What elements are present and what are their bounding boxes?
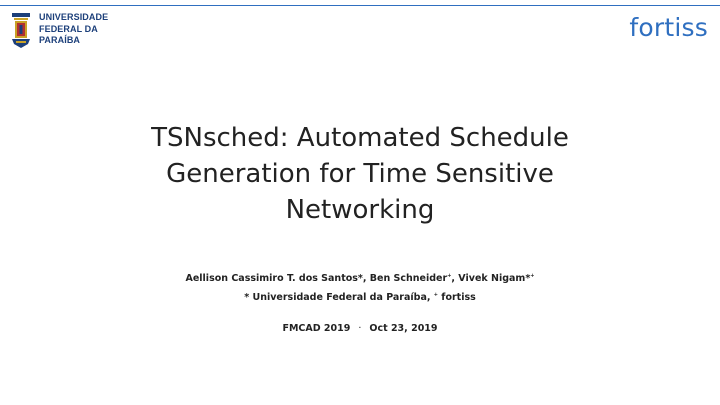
title-line-2: Generation for Time Sensitive <box>166 159 554 189</box>
affiliation-mark: + <box>530 273 535 279</box>
conference-name: FMCAD 2019 <box>282 323 351 334</box>
ufpb-logo-line1: UNIVERSIDADE <box>39 12 109 22</box>
affiliations <box>60 287 660 306</box>
fortiss-logo: fortiss <box>629 13 708 42</box>
title-line-1: TSNsched: Automated Schedule <box>151 123 569 153</box>
venue-line <box>60 323 660 334</box>
ufpb-logo-line3: PARAÍBA <box>39 35 81 45</box>
ufpb-logo-line2: FEDERAL DA <box>39 23 98 34</box>
affiliation-text: * Universidade Federal da Paraíba, <box>244 292 434 304</box>
top-rule <box>0 5 720 6</box>
author-names <box>60 268 660 287</box>
ufpb-logo <box>10 12 108 50</box>
presentation-date: Oct 23, 2019 <box>369 323 438 334</box>
slide-title <box>60 120 660 228</box>
ufpb-crest-icon <box>10 12 32 50</box>
title-line-3: Networking <box>285 195 435 225</box>
author-names-text: Aellison Cassimiro T. dos Santos*, Ben Schneider <box>185 273 448 285</box>
authors-block <box>60 268 660 306</box>
affiliation-end: fortiss <box>438 292 476 304</box>
author-names-sep: , Vivek Nigam* <box>451 273 531 285</box>
affiliation-mark: + <box>433 292 438 299</box>
affiliation-mark: + <box>447 273 452 279</box>
venue-separator: · <box>358 323 362 334</box>
